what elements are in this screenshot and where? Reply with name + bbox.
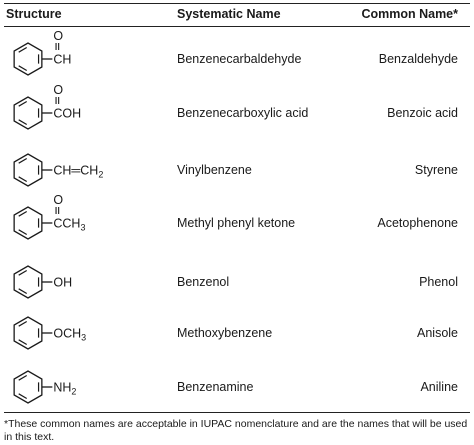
header-common-name: Common Name* [361,7,458,21]
benzene-ring [14,154,42,186]
table-row [0,141,474,189]
benzene-ring [14,317,42,349]
systematic-name-cell: Benzenecarbaldehyde [177,52,302,66]
substituent-label: $NH_2$ [53,380,77,397]
benzene-structure-drawing [4,30,164,78]
header-rule [4,26,470,27]
table-row [0,358,474,406]
systematic-name-cell: Benzenol [177,275,230,289]
benzene-structure-drawing [4,194,164,242]
table-row [0,194,474,242]
table-row [0,253,474,301]
common-name-cell: Aniline [420,380,458,394]
table-row [0,84,474,132]
substituent-label: OH [53,275,73,290]
carbonyl-oxygen-label: O [53,29,64,43]
top-rule [4,3,470,4]
common-name-cell: Styrene [414,163,458,177]
carbonyl-oxygen-label: O [53,83,64,97]
systematic-name-cell: Benzenamine [177,380,254,394]
benzene-structure-drawing [4,84,164,132]
header-structure: Structure [6,7,62,21]
benzene-ring [14,207,42,239]
substituent-label: $OCH_3$ [53,326,87,343]
header-systematic-name: Systematic Name [177,7,281,21]
substituent-label: COH [53,106,82,121]
benzene-structure-drawing [4,253,164,301]
systematic-name-cell: Methoxybenzene [177,326,273,340]
benzene-structure-drawing [4,141,164,189]
common-name-cell: Phenol [419,275,458,289]
systematic-name-cell: Benzenecarboxylic acid [177,106,309,120]
substituent-label: $CH═CH_2$ [53,163,104,180]
benzene-ring [14,97,42,129]
bottom-rule [4,412,470,413]
common-name-cell: Anisole [417,326,458,340]
substituent-label: $CCH_3$ [53,216,86,233]
footnote: *These common names are acceptable in IUPAC nomenclature and are the names that will be used in this text. [4,418,468,443]
common-name-cell: Benzoic acid [387,106,458,120]
table-row [0,30,474,78]
benzene-ring [14,266,42,298]
carbonyl-oxygen-label: O [53,193,64,207]
benzene-structure-drawing [4,304,164,352]
common-name-cell: Acetophenone [377,216,458,230]
systematic-name-cell: Vinylbenzene [177,163,252,177]
table-row [0,304,474,352]
benzene-ring [14,371,42,403]
benzene-structure-drawing [4,358,164,406]
systematic-name-cell: Methyl phenyl ketone [177,216,296,230]
substituent-label: CH [53,52,72,67]
common-name-cell: Benzaldehyde [378,52,458,66]
benzene-ring [14,43,42,75]
